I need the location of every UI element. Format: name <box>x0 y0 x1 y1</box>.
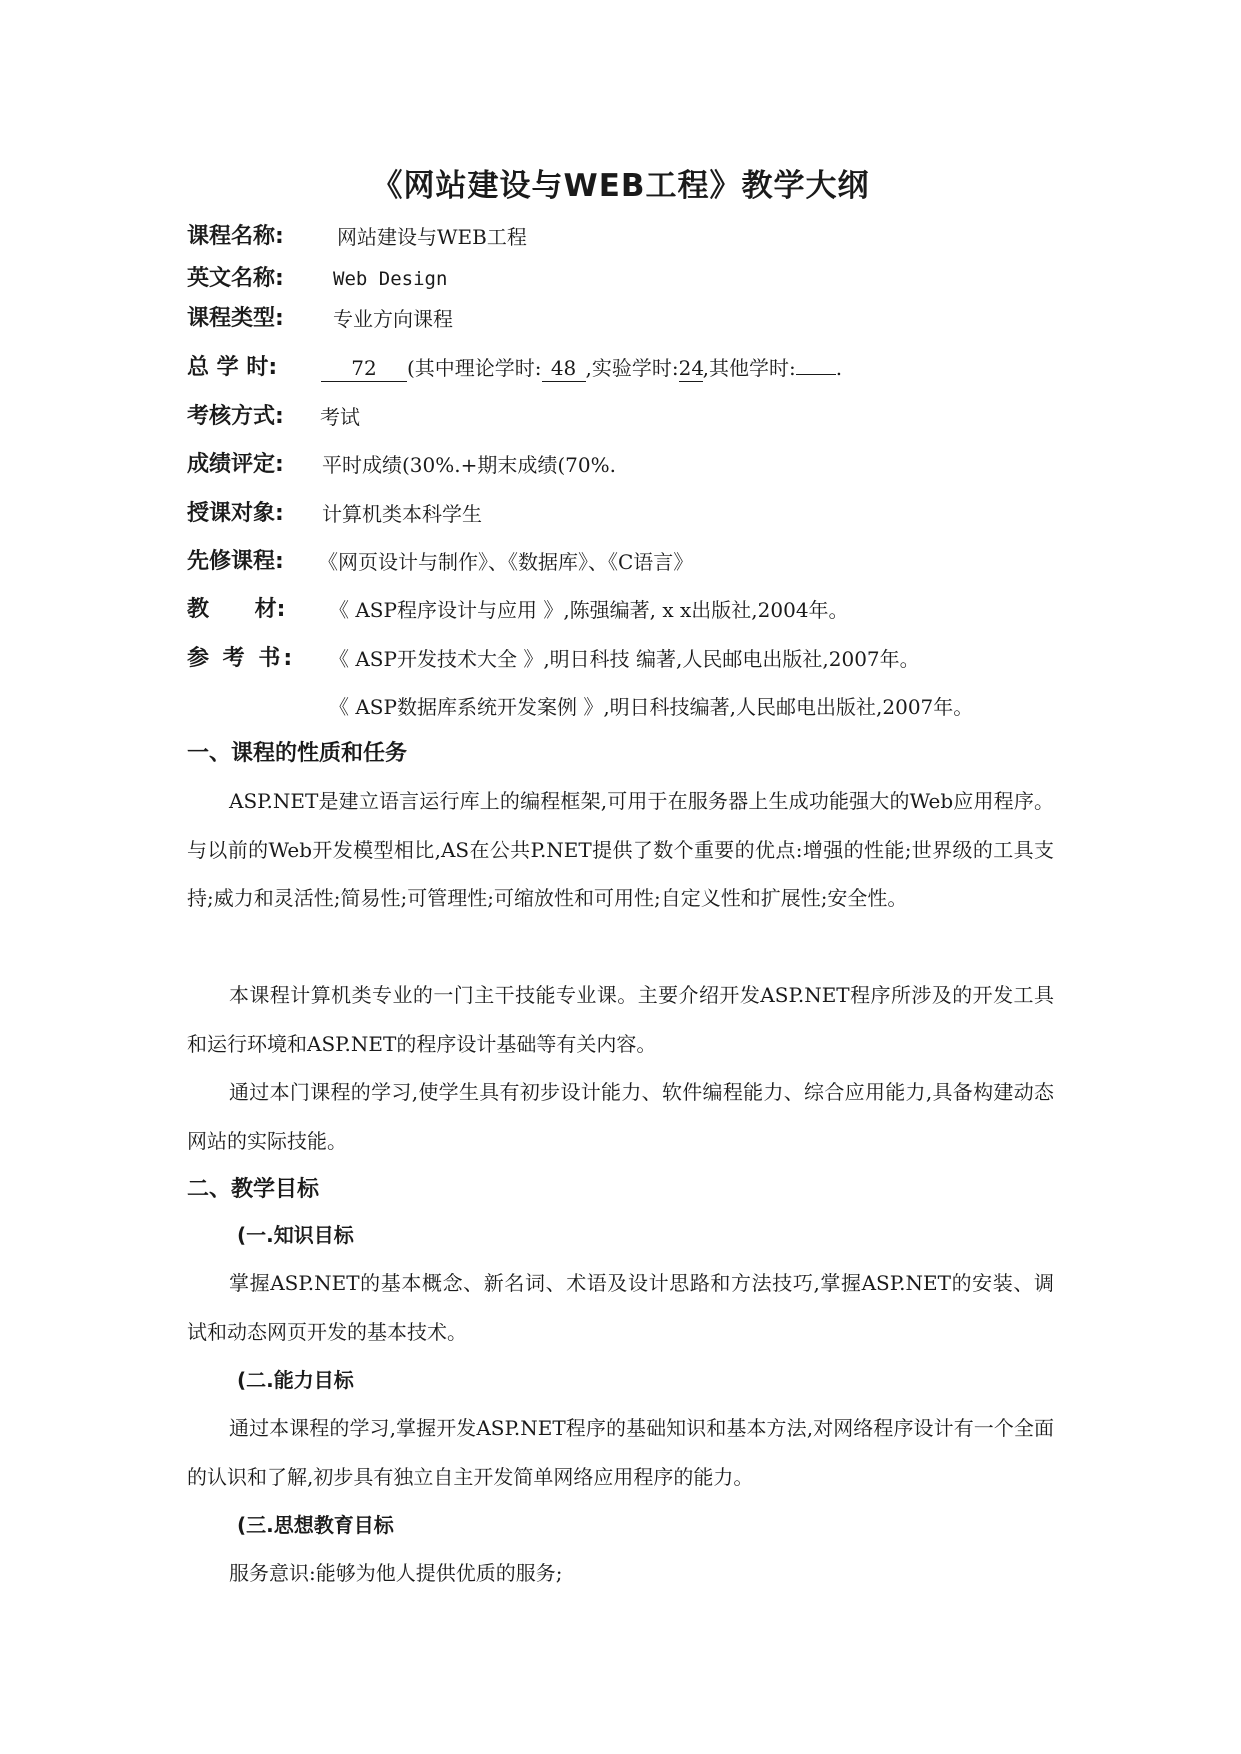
info-value <box>321 351 842 385</box>
info-value: 专业方向课程 <box>333 307 453 331</box>
subsection-heading: (三.思想教育目标 <box>237 1513 394 1537</box>
info-label: 成绩评定: <box>187 452 284 477</box>
hours-text: ,其他学时: <box>702 356 796 380</box>
hours-text: (其中理论学时: <box>407 356 542 380</box>
subsection-heading: (一.知识目标 <box>237 1223 354 1247</box>
reference-item: 《 ASP数据库系统开发案例 》,明日科技编著,人民邮电出版社,2007年。 <box>329 695 974 719</box>
lab-hours-value: 24 <box>678 356 705 380</box>
info-value: 考试 <box>320 405 360 429</box>
info-label: 先修课程: <box>187 549 284 574</box>
info-label: 参 考 书: <box>187 646 296 671</box>
theory-hours-value: 48 <box>542 355 586 382</box>
hours-text: ,实验学时: <box>585 356 679 380</box>
info-label: 授课对象: <box>187 501 284 526</box>
info-label: 课程名称: <box>187 224 284 249</box>
subsection-heading: (二.能力目标 <box>237 1368 354 1392</box>
info-label: 课程类型: <box>187 306 284 331</box>
info-value: 《网页设计与制作》、《数据库》、《C语言》 <box>318 550 694 574</box>
page-title: 《网站建设与WEB工程》教学大纲 <box>371 168 870 204</box>
info-value: 平时成绩(30%.+期末成绩(70%. <box>322 453 616 477</box>
paragraph: 通过本门课程的学习,使学生具有初步设计能力、软件编程能力、综合应用能力,具备构建动态网站的实际技能。 <box>187 1080 1054 1153</box>
section-heading: 二、教学目标 <box>187 1177 320 1202</box>
other-hours-value <box>796 374 836 375</box>
paragraph: 服务意识:能够为他人提供优质的服务; <box>229 1561 563 1585</box>
paragraph: 本课程计算机类专业的一门主干技能专业课。主要介绍开发ASP.NET程序所涉及的开发工具和运行环境和ASP.NET的程序设计基础等有关内容。 <box>187 983 1054 1056</box>
info-label: 英文名称: <box>187 266 284 291</box>
paragraph: 通过本课程的学习,掌握开发ASP.NET程序的基础知识和基本方法,对网络程序设计有一个全面的认识和了解,初步具有独立自主开发简单网络应用程序的能力。 <box>187 1416 1054 1489</box>
paragraph: 掌握ASP.NET的基本概念、新名词、术语及设计思路和方法技巧,掌握ASP.NET的安装、调试和动态网页开发的基本技术。 <box>187 1271 1054 1344</box>
paragraph: ASP.NET是建立语言运行库上的编程框架,可用于在服务器上生成功能强大的Web应用程序。与以前的Web开发模型相比,AS在公共P.NET提供了数个重要的优点:增强的性能;世界级的工具支持;威力和灵活性;简易性;可管理性;可缩放性和可用性;自定义性和扩展性;安全性。 <box>187 789 1054 910</box>
info-label: 考核方式: <box>187 404 284 429</box>
info-value: 《 ASP程序设计与应用 》,陈强编著, x x出版社,2004年。 <box>329 598 849 622</box>
hours-text: . <box>835 356 843 380</box>
info-label: 总 学 时: <box>187 355 278 380</box>
reference-item: 《 ASP开发技术大全 》,明日科技 编著,人民邮电出版社,2007年。 <box>329 647 920 671</box>
info-value: 计算机类本科学生 <box>322 502 482 526</box>
section-heading: 一、课程的性质和任务 <box>187 741 408 766</box>
total-hours-value: 72 <box>321 355 407 382</box>
info-label: 教 材: <box>187 597 286 622</box>
info-value: Web Design <box>333 268 448 290</box>
info-value: 网站建设与WEB工程 <box>337 225 527 249</box>
